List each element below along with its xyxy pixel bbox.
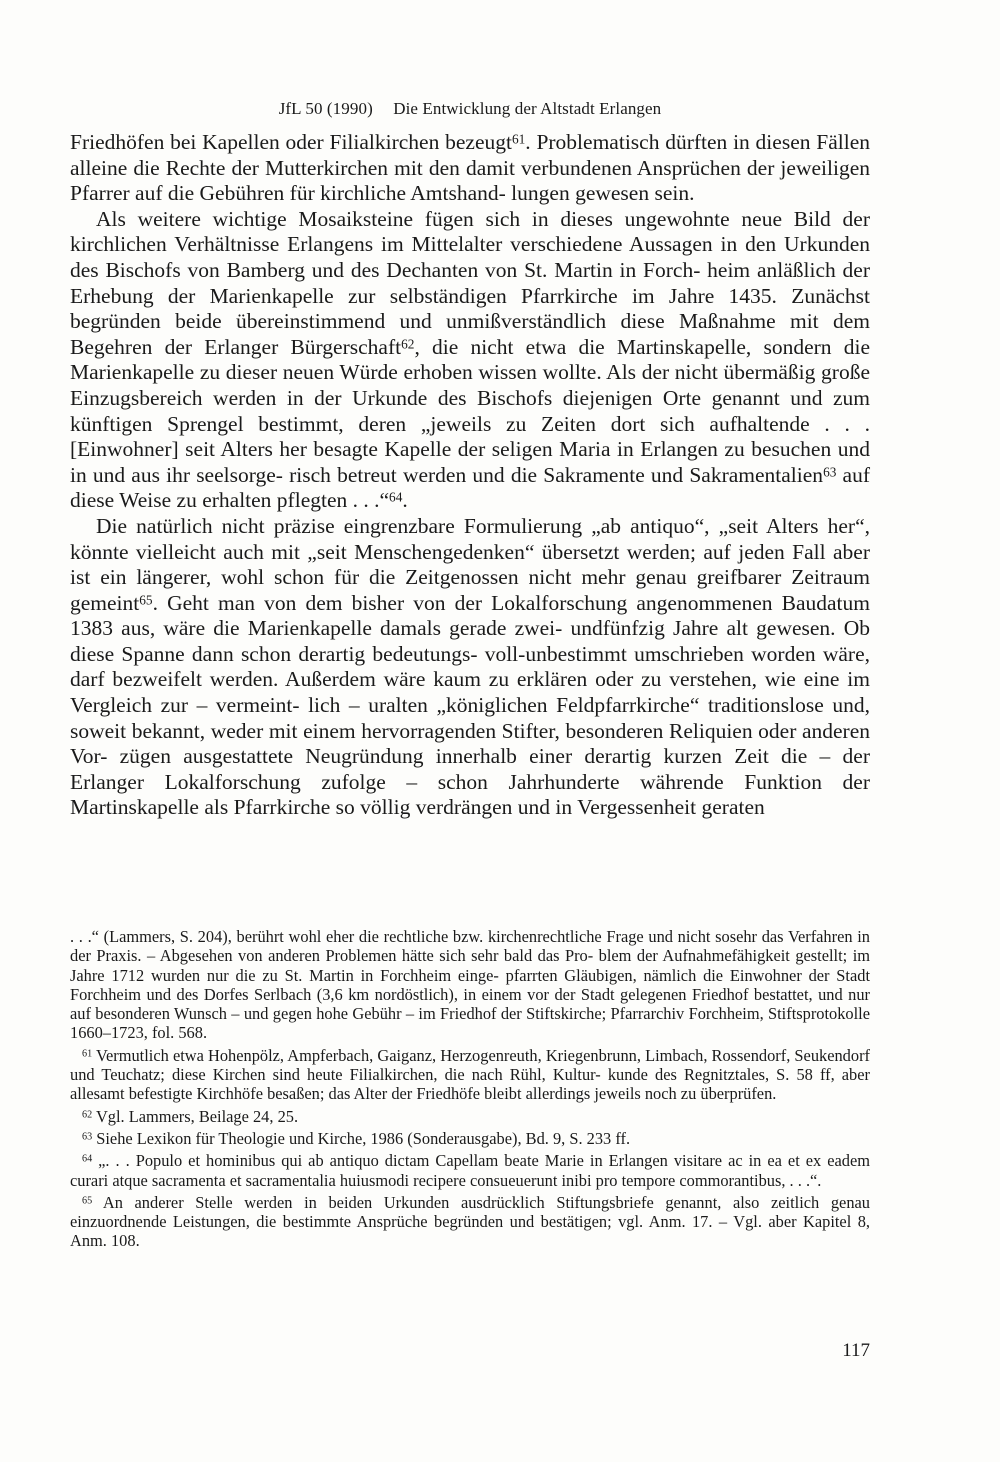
footnote-63 xyxy=(70,1129,870,1148)
footnote-number: 65 xyxy=(82,1195,93,1207)
journal-citation: JfL 50 (1990) xyxy=(278,99,373,118)
text-run: Friedhöfen bei Kapellen oder Filialkirchen bezeugt xyxy=(70,130,512,154)
running-head xyxy=(70,99,870,119)
text-run: auf diese Weise zu erhalten pflegten . . .“ xyxy=(70,462,871,513)
footnote-text: „. . . Populo et hominibus qui ab antiquo dictam Capellam beate Marie in Erlangen visitare ac in ea et ex eadem curari atque sacramenta et sacramentalia huiusmodi recipere consueuerunt inibi pro tempore commorantibus, . . .“. xyxy=(70,1151,870,1190)
body-paragraph xyxy=(70,514,870,821)
footnote-ref: 65 xyxy=(139,592,153,608)
body-text xyxy=(70,130,870,821)
text-run: Die natürlich nicht präzise eingrenzbare Formulierung „ab antiquo“, „seit Alters her“, könnte vielleicht auch mit „seit Menschengedenken“ übersetzt werden; auf jeden Fall aber ist ein längerer, wohl schon für die Zeitgenossen nicht mehr genau greifbarer Zeitraum gemeint xyxy=(70,513,870,615)
footnote-text: Vgl. Lammers, Beilage 24, 25. xyxy=(92,1106,299,1126)
body-paragraph xyxy=(70,130,870,207)
footnote-text: An anderer Stelle werden in beiden Urkunden ausdrücklich Stiftungsbriefe genannt, also zeitlich genau einzuordnende Leistungen, die bestimmte Ansprüche begründen und bestätigen; vgl. Anm. 17. – Vgl. aber Kapitel 8, Anm. 108. xyxy=(70,1192,870,1251)
footnote-continued: . . .“ (Lammers, S. 204), berührt wohl eher die rechtliche bzw. kirchenrechtliche Frage und nicht sosehr das Verfahren in der Praxis. – Abgesehen von anderen Problemen hätte sich sehr bald das Pro- blem der Aufnahmefähigkeit gestellt; im Jahre 1712 wurden nur die zu St. Martin in Forchheim einge- pfarrten Gläubigen, nämlich die Einwohner der Stadt Forchheim und des Dorfes Serlbach (3,6 km nordöstlich), in einem vor der Stadt gelegenen Friedhof bestattet, und nur auf besonderen Wunsch – und gegen hohe Gebühr – im Friedhof der Stiftskirche; Pfarrarchiv Forchheim, Stiftsprotokolle 1660–1723, fol. 568. xyxy=(70,927,870,1043)
body-paragraph xyxy=(70,207,870,514)
article-title: Die Entwicklung der Altstadt Erlangen xyxy=(393,99,662,118)
footnote-number: 62 xyxy=(82,1109,93,1121)
footnotes xyxy=(70,927,870,1254)
page-number: 117 xyxy=(842,1340,870,1361)
footnote-number: 61 xyxy=(82,1048,93,1060)
footnote-62 xyxy=(70,1107,870,1126)
footnote-number: 63 xyxy=(82,1131,93,1143)
footnote-ref: 61 xyxy=(511,131,526,147)
footnote-64 xyxy=(70,1151,870,1190)
text-run: Als weitere wichtige Mosaiksteine fügen sich in dieses ungewohnte neue Bild der kirchlichen Verhältnisse Erlangens im Mittelalter verschiedene Aussagen in den Urkunden des Bischofs von Bamberg und des Dechanten von St. Martin in Forch- heim anläßlich der Erhebung der Marienkapelle zur selbständigen Pfarrkirche im Jahre 1435. Zunächst begründen beide übereinstimmend und unmißverständlich diese Maßnahme mit dem Begehren der Erlanger Bürgerschaft xyxy=(70,206,870,359)
footnote-ref: 63 xyxy=(823,464,837,480)
text-run: . Problematisch dürften in diesen Fällen alleine die Rechte der Mutterkirchen mit den damit verbundenen Ansprüchen der jeweiligen Pfarrer auf die Gebühren für kirchliche Amtshand- lungen gewesen sein. xyxy=(70,130,870,206)
footnote-61 xyxy=(70,1046,870,1104)
footnote-ref: 64 xyxy=(389,489,403,505)
footnote-text: Vermutlich etwa Hohenpölz, Ampferbach, Gaiganz, Herzogenreuth, Kriegenbrunn, Limbach, Rossendorf, Seukendorf und Teuchatz; diese Kirchen sind heute Filialkirchen, die nach Rühl, Kultur- kunde des Regnitztales, S. 58 ff, aber allesamt befestigte Kirchhöfe besaßen; das Alter der Friedhöfe bleibt allerdings jeweils noch zu überprüfen. xyxy=(70,1045,870,1104)
footnote-65 xyxy=(70,1193,870,1251)
text-run: . xyxy=(402,488,408,513)
footnote-ref: 62 xyxy=(401,336,415,352)
text-run: . Geht man von dem bisher von der Lokalforschung angenommenen Baudatum 1383 aus, wäre die Marienkapelle damals gerade zwei- undfünfzig Jahre alt gewesen. Ob diese Spanne dann schon derartig bedeutungs- voll-unbestimmt umschrieben worden wäre, darf bezweifelt werden. Außerdem wäre kaum zu erklären oder zu verstehen, wie eine im Vergleich zur – vermeint- lich – uralten „königlichen Feldpfarrkirche“ traditionslose und, soweit bekannt, weder mit einem hervorragenden Stifter, besonderen Reliquien oder anderen Vor- zügen ausgestattete Neugründung innerhalb einer derartig kurzen Zeit die – der Erlanger Lokalforschung zufolge – schon Jahrhunderte währende Funktion der Martinskapelle als Pfarrkirche so völlig verdrängen und in Vergessenheit geraten xyxy=(70,590,870,820)
footnote-number: 64 xyxy=(82,1154,93,1165)
footnote-text: Siehe Lexikon für Theologie und Kirche, 1986 (Sonderausgabe), Bd. 9, S. 233 ff. xyxy=(92,1128,631,1148)
text-run: , die nicht etwa die Martinskapelle, sondern die Marienkapelle zu dieser neuen Würde erhoben wissen wollte. Als der nicht übermäßig große Einzugsbereich werden in der Urkunde des Bischofs diejenigen Orte genannt und zum künftigen Sprengel bestimmt, deren „jeweils zu Zeiten dort sich aufhaltende . . . [Einwohner] seit Alters her besagte Kapelle der seligen Maria in Erlangen zu besuchen und in und aus ihr seelsorge- risch betreut werden und die Sakramente und Sakramentalien xyxy=(70,334,870,487)
